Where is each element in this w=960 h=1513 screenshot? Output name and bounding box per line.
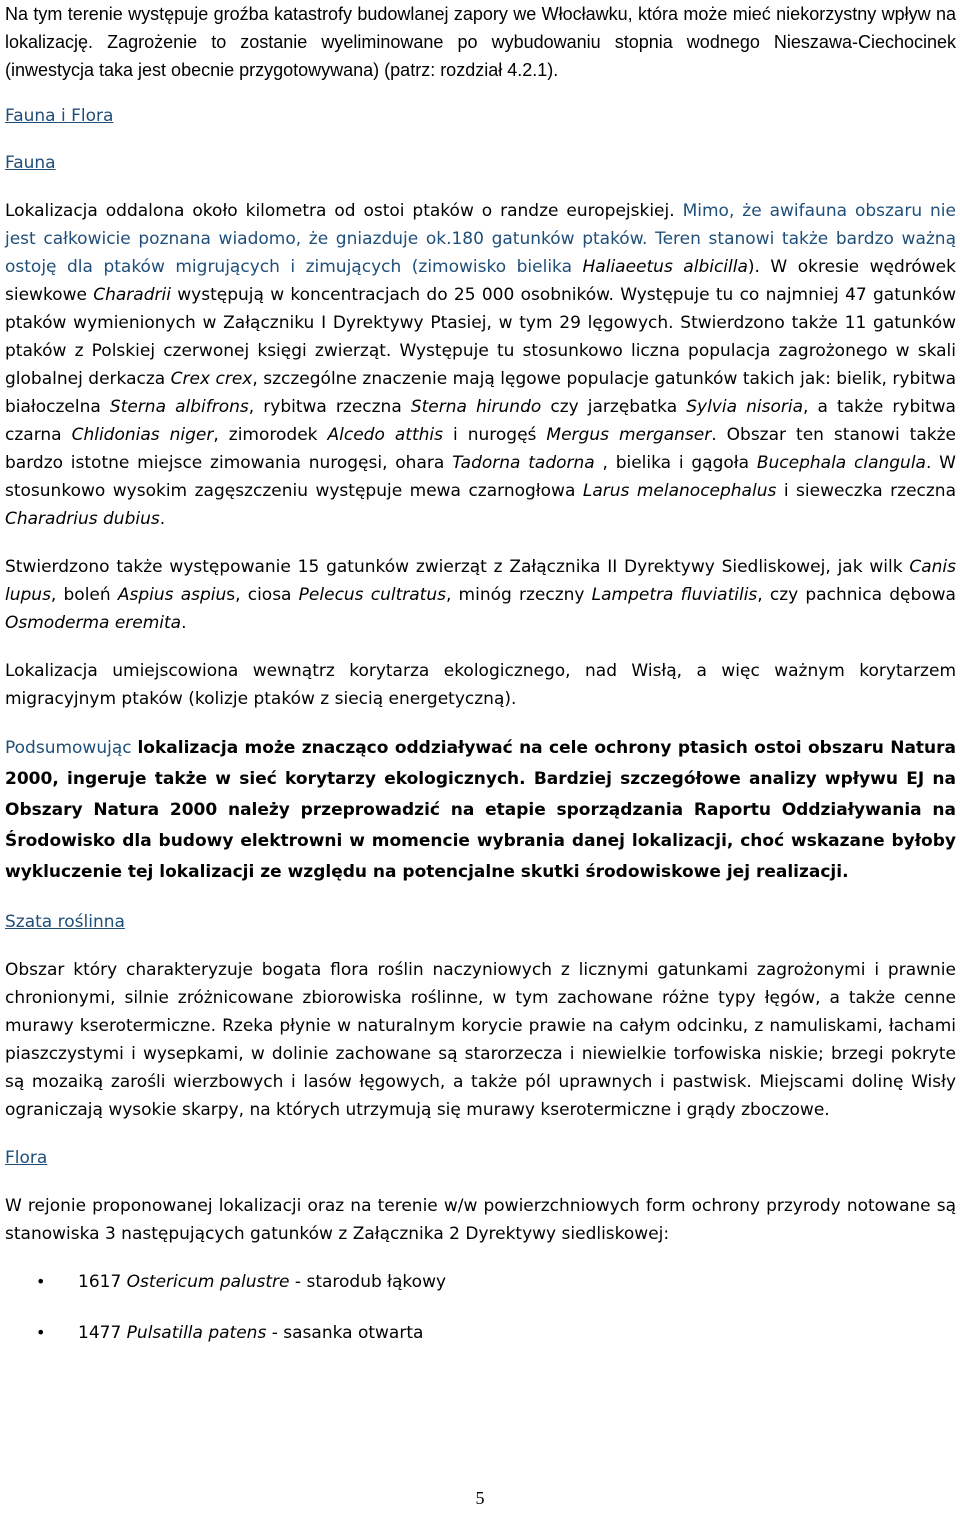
fauna-paragraph-3 <box>5 657 956 713</box>
species-latin: Pulsatilla patens <box>126 1323 267 1343</box>
heading-flora <box>5 1144 956 1172</box>
heading-szata-text: Szata roślinna <box>5 912 125 932</box>
species-canis: Canis lupus <box>5 557 956 605</box>
fauna-p1-m: . W stosunkowo wysokim zagęszczeniu występuje mewa czarnogłowa <box>5 453 956 501</box>
fauna-p2-b: , boleń <box>50 585 118 605</box>
fauna-p1-l: , bielika i gągoła <box>594 453 757 473</box>
species-common: - starodub łąkowy <box>289 1272 447 1292</box>
species-larus: Larus melanocephalus <box>582 481 777 501</box>
flora-paragraph <box>5 1192 956 1248</box>
heading-fauna-flora <box>5 102 956 130</box>
bullet-icon: • <box>36 1323 46 1342</box>
fauna-p2-d: , czy pachnica dębowa <box>757 585 956 605</box>
species-sterna-albifrons: Sterna albifrons <box>109 397 249 417</box>
species-mergus: Mergus merganser <box>546 425 712 445</box>
fauna-p1-i: , zimorodek <box>213 425 328 445</box>
fauna-paragraph-4 <box>5 733 956 888</box>
document-page <box>5 0 956 1347</box>
species-tadorna: Tadorna tadorna <box>452 453 595 473</box>
fauna-p1-f: , rybitwa rzeczna <box>248 397 411 417</box>
intro-text: Na tym terenie występuje groźba katastrofy budowlanej zapory we Włocławku, która może mieć niekorzystny wpływ na lokalizację. Zagrożenie to zostanie wyeliminowane po wybudowaniu stopnia wodnego Nieszawa-Ciechocinek (inwestycja taka jest obecnie przygotowywana) (patrz: rozdział 4.2.1). <box>5 4 956 80</box>
intro-paragraph <box>5 0 956 84</box>
species-sterna-hirundo: Sterna hirundo <box>410 397 542 417</box>
fauna-p1-g: czy jarzębatka <box>541 397 687 417</box>
fauna-p1-b: Mimo, że awifauna obszaru nie jest całkowicie poznana wiadomo, że gniazduje ok.180 gatunków ptaków. Teren stanowi także bardzo ważną ostoję dla ptaków migrujących i zimujących (zimowisko bielika <box>5 201 956 277</box>
species-code: 1617 <box>78 1272 127 1292</box>
species-sylvia: Sylvia nisoria <box>686 397 803 417</box>
fauna-p2-a: Stwierdzono także występowanie 15 gatunków zwierząt z Załącznika II Dyrektywy Siedliskowej, jak wilk <box>5 557 910 577</box>
fauna-paragraph-1 <box>5 197 956 533</box>
fauna-p2-c: , minóg rzeczny <box>445 585 592 605</box>
species-charadrii: Charadrii <box>93 285 171 305</box>
flora-text: W rejonie proponowanej lokalizacji oraz na terenie w/w powierzchniowych form ochrony przyrody notowane są stanowiska 3 następujących gatunków z Załącznika 2 Dyrektywy siedliskowej: <box>5 1196 956 1244</box>
fauna-p4-a: Podsumowując <box>5 738 138 758</box>
fauna-p1-e: , szczególne znaczenie mają lęgowe populacje gatunków takich jak: bielik, rybitwa białoczelna <box>5 369 956 417</box>
species-aspius: Aspius aspiu <box>117 585 227 605</box>
species-latin: Ostericum palustre <box>126 1272 290 1292</box>
fauna-p3-text: Lokalizacja umiejscowiona wewnątrz korytarza ekologicznego, nad Wisłą, a więc ważnym korytarzem migracyjnym ptaków (kolizje ptaków z siecią energetyczną). <box>5 661 956 709</box>
species-haliaeetus: Haliaeetus albicilla <box>582 257 748 277</box>
fauna-paragraph-2 <box>5 553 956 637</box>
fauna-p1-h: , a także rybitwa czarna <box>5 397 956 445</box>
fauna-p1-k: . Obszar ten stanowi także bardzo istotne miejsce zimowania nurogęsi, ohara <box>5 425 956 473</box>
heading-fauna <box>5 149 956 177</box>
page-number: 5 <box>475 1488 485 1508</box>
list-item <box>5 1268 956 1296</box>
fauna-p1-o: . <box>159 509 166 529</box>
flora-species-list <box>5 1268 956 1347</box>
bullet-icon: • <box>36 1272 46 1291</box>
species-charadrius: Charadrius dubius <box>5 509 160 529</box>
species-bucephala: Bucephala clangula <box>756 453 926 473</box>
heading-szata-roslinna <box>5 908 956 936</box>
szata-paragraph <box>5 956 956 1124</box>
species-alcedo: Alcedo atthis <box>327 425 443 445</box>
heading-fauna-text: Fauna <box>5 153 56 173</box>
species-chlidonias: Chlidonias niger <box>71 425 214 445</box>
fauna-p2-e: . <box>181 613 187 633</box>
species-lampetra: Lampetra fluviatilis <box>591 585 758 605</box>
fauna-p1-n: i sieweczka rzeczna <box>776 481 956 501</box>
fauna-p2-b2: s, ciosa <box>226 585 299 605</box>
heading-flora-text: Flora <box>5 1148 48 1168</box>
fauna-p1-j: i nurogęś <box>442 425 547 445</box>
fauna-p1-d: występują w koncentracjach do 25 000 osobników. Występuje tu co najmniej 47 gatunków ptaków wymienionych w Załączniku I Dyrektywy Ptasiej, w tym 29 lęgowych. Stwierdzono także 11 gatunków ptaków z Polskiej czerwonej księgi zwierząt. Występuje tu stosunkowo liczna populacja zagrożonego w skali globalnej derkacza <box>5 285 956 389</box>
species-crex: Crex crex <box>170 369 253 389</box>
heading-fauna-flora-text: Fauna i Flora <box>5 106 114 126</box>
species-osmoderma: Osmoderma eremita <box>5 613 182 633</box>
szata-text: Obszar który charakteryzuje bogata flora roślin naczyniowych z licznymi gatunkami zagrożonymi i prawnie chronionymi, silnie zróżnicowane zbiorowiska roślinne, w tym zachowane różne typy łęgów, a także cenne murawy kserotermiczne. Rzeka płynie w naturalnym korycie prawie na całym odcinku, z namuliskami, łachami piaszczystymi i wysepkami, w dolinie zachowane są starorzecza i niewielkie torfowiska niskie; brzegi pokryte są mozaiką zarośli wierzbowych i lasów łęgowych, a także pól uprawnych i pastwisk. Miejscami dolinę Wisły ograniczają wysokie skarpy, na których utrzymują się murawy kserotermiczne i grądy zboczowe. <box>5 960 956 1120</box>
fauna-p4-bold: lokalizacja może znacząco oddziaływać na cele ochrony ptasich ostoi obszaru Natura 2000, ingeruje także w sieć korytarzy ekologicznych. Bardziej szczegółowe analizy wpływu EJ na Obszary Natura 2000 należy przeprowadzić na etapie sporządzania Raportu Oddziaływania na Środowisko dla budowy elektrowni w momencie wybrania danej lokalizacji, choć wskazane byłoby wykluczenie tej lokalizacji ze względu na potencjalne skutki środowiskowe jej realizacji. <box>5 738 957 882</box>
species-common: - sasanka otwarta <box>266 1323 424 1343</box>
species-code: 1477 <box>78 1323 127 1343</box>
fauna-p1-c: ). W okresie wędrówek siewkowe <box>5 257 956 305</box>
fauna-p1-a: Lokalizacja oddalona około kilometra od ostoi ptaków o randze europejskiej. <box>5 201 675 221</box>
species-pelecus: Pelecus cultratus <box>298 585 446 605</box>
list-item <box>5 1319 956 1347</box>
